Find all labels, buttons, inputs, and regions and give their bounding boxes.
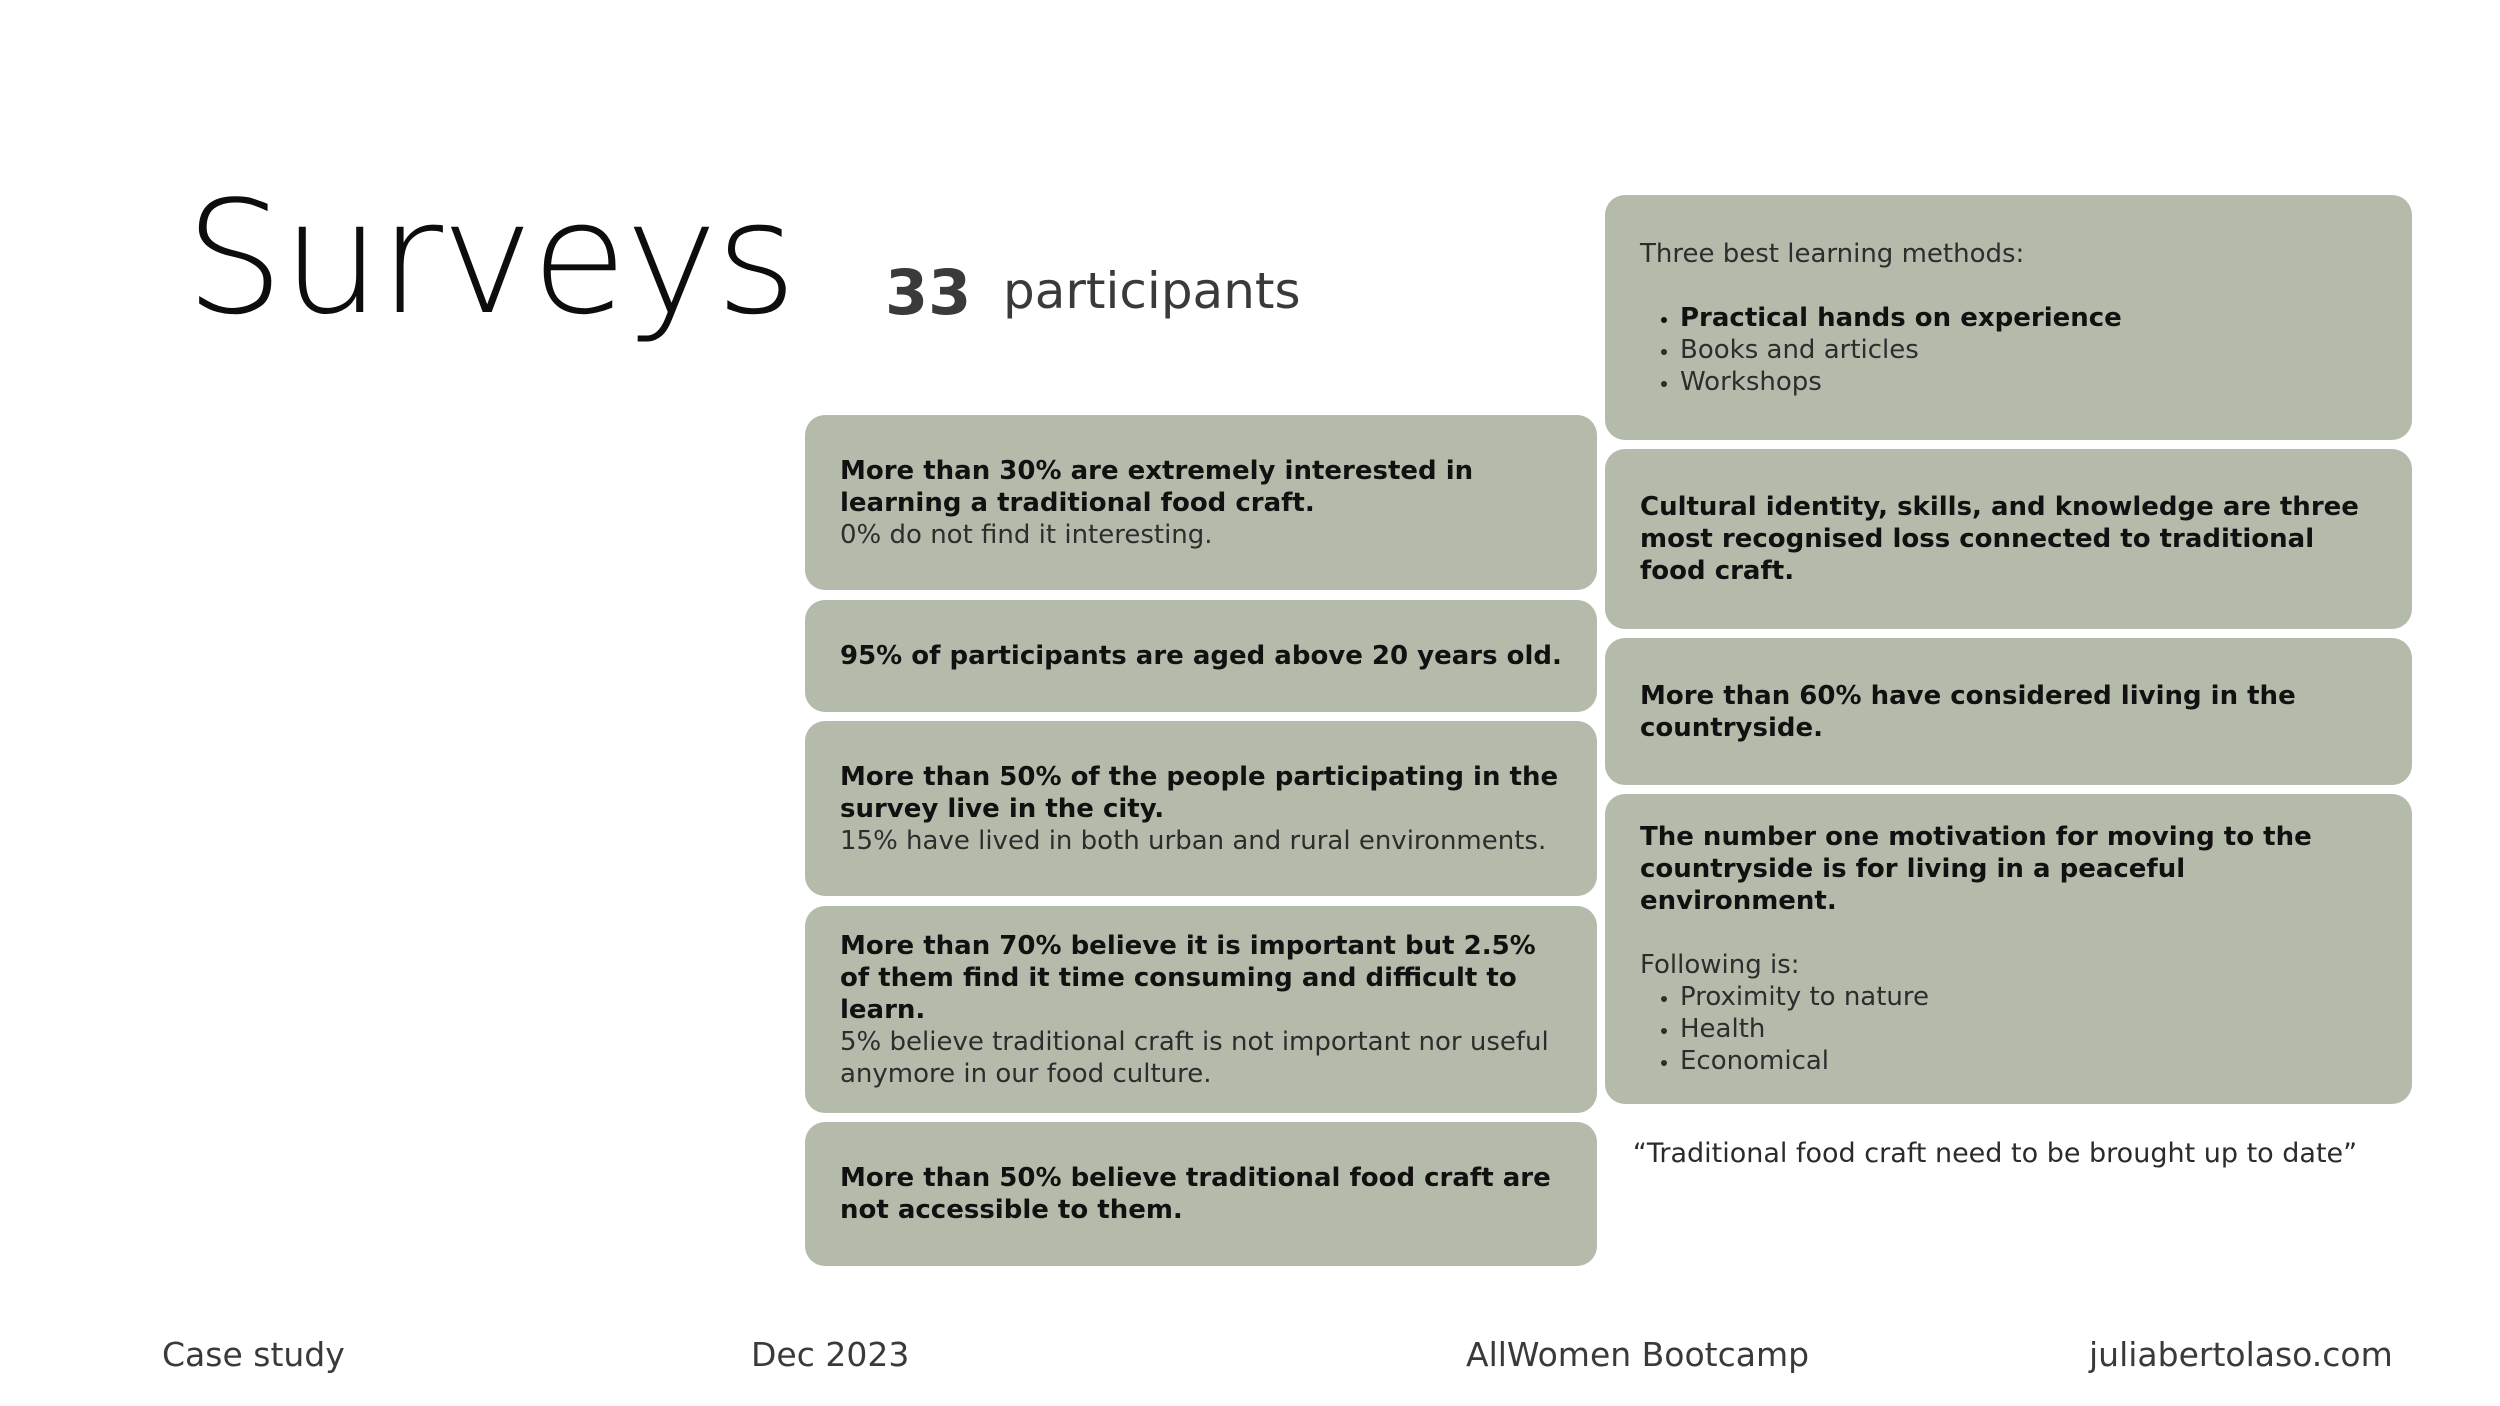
finding-bold: More than 30% are extremely interested in learning a traditional food craft. xyxy=(840,455,1474,518)
participant-label: participants xyxy=(1003,262,1301,320)
participant-quote: “Traditional food craft need to be brought up to date” xyxy=(1632,1138,2358,1169)
finding-bold: More than 70% believe it is important but 2.5% of them find it time consuming and difficult to learn. xyxy=(840,930,1536,1025)
list-item: • Health xyxy=(1680,1013,2378,1045)
finding-bold: More than 50% of the people participating in the survey live in the city. xyxy=(840,761,1559,824)
finding-detail: 15% have lived in both urban and rural environments. xyxy=(840,825,1547,856)
finding-card-motivation xyxy=(1605,794,2412,1104)
participant-count: 33 xyxy=(885,256,972,329)
learning-methods-card xyxy=(1605,195,2412,440)
learning-methods-intro: Three best learning methods: xyxy=(1640,238,2025,269)
footer-case-study: Case study xyxy=(162,1335,345,1374)
footer-organization: AllWomen Bootcamp xyxy=(1466,1335,1810,1374)
page-title: Surveys xyxy=(185,167,795,349)
list-item: • Workshops xyxy=(1680,366,2378,398)
finding-card-interest xyxy=(805,415,1597,590)
list-item: • Economical xyxy=(1680,1045,2378,1077)
finding-bold: More than 50% believe traditional food craft are not accessible to them. xyxy=(840,1163,1551,1225)
finding-bold: Cultural identity, skills, and knowledge are three most recognised loss connected to traditional food craft. xyxy=(1640,492,2359,586)
list-item: • Books and articles xyxy=(1680,334,2378,366)
learning-methods-list xyxy=(1640,302,2378,398)
finding-card-importance xyxy=(805,906,1597,1113)
finding-card-city xyxy=(805,721,1597,896)
finding-card-countryside xyxy=(1605,638,2412,785)
footer-date: Dec 2023 xyxy=(751,1335,910,1374)
finding-card-age xyxy=(805,600,1597,712)
finding-bold: 95% of participants are aged above 20 years old. xyxy=(840,641,1562,671)
list-item: • Practical hands on experience xyxy=(1680,302,2378,334)
list-item: • Proximity to nature xyxy=(1680,981,2378,1013)
finding-detail: 0% do not find it interesting. xyxy=(840,519,1213,550)
finding-bold: The number one motivation for moving to the countryside is for living in a peaceful environment. xyxy=(1640,822,2312,916)
finding-card-access xyxy=(805,1122,1597,1266)
finding-bold: More than 60% have considered living in the countryside. xyxy=(1640,680,2296,743)
footer-website: juliabertolaso.com xyxy=(2089,1335,2393,1374)
finding-detail: 5% believe traditional craft is not important nor useful anymore in our food culture. xyxy=(840,1026,1549,1089)
finding-card-identity xyxy=(1605,449,2412,629)
motivation-list xyxy=(1640,981,2378,1077)
motivation-intro: Following is: xyxy=(1640,950,1800,980)
